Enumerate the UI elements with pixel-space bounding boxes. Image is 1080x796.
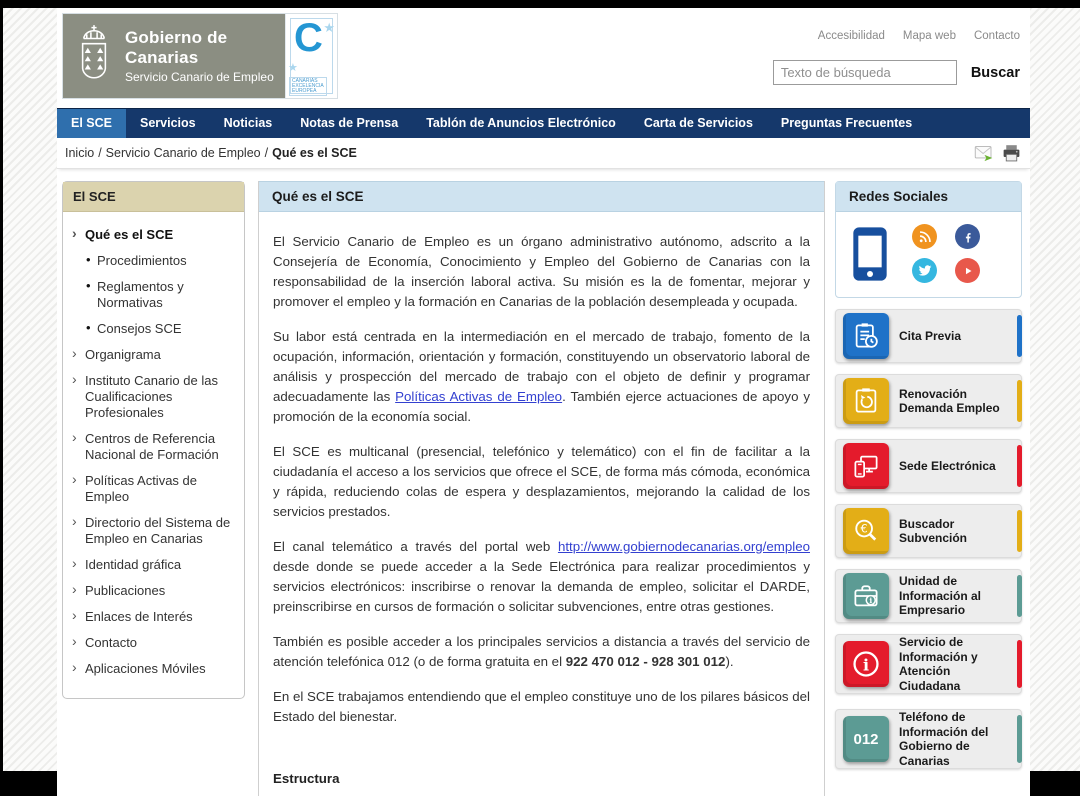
bullet-icon: •	[86, 278, 91, 293]
search-button[interactable]: Buscar	[970, 64, 1020, 81]
breadcrumb-inicio[interactable]: Inicio	[65, 146, 95, 160]
sidebar-item-centros-referencia[interactable]: › Centros de Referencia Nacional de Formación	[72, 429, 219, 462]
paragraph-4: El canal telemático a través del portal web http://www.gobiernodecanarias.org/empleo desde donde se puede acceder a la Sede Electrónica para realizar procedimientos y servicios electrónicos: inscribirse o renovar la demanda de empleo, solicitar el DARDE, preinscribirse en cursos de formación o solicitar subvenciones, entre otras gestiones.	[273, 539, 810, 614]
sidebar-item-reglamentos[interactable]: • Reglamentos y Normativas	[86, 278, 184, 310]
euro-search-icon	[843, 508, 889, 554]
cert-letter: C	[294, 16, 323, 60]
clipboard-refresh-icon	[843, 378, 889, 424]
paragraph-2: Su labor está centrada en la intermediación en el mercado de trabajo, fomento de la ocupación, información, orientación y formación, constituyendo un observatorio laboral de análisis y prospección del mercado de trabajo con el objeto de definir y programar adecuadamente las Políticas Activas de Empleo. También ejerce actuaciones de apoyo y promoción de la economía social.	[273, 329, 810, 424]
phone-numbers: 922 470 012 - 928 301 012	[565, 654, 726, 669]
page-tools	[973, 143, 1022, 164]
youtube-icon[interactable]	[955, 258, 980, 283]
sidebar-item-aplicaciones-moviles[interactable]: › Aplicaciones Móviles	[72, 659, 206, 676]
breadcrumb-separator: /	[264, 146, 269, 160]
clipboard-clock-icon	[843, 313, 889, 359]
logo-text	[125, 28, 275, 84]
nav-carta-servicios[interactable]: Carta de Servicios	[643, 116, 753, 130]
service-color-edge	[1017, 575, 1022, 617]
link-accesibilidad[interactable]: Accesibilidad	[817, 30, 885, 42]
badge-012-icon: 012	[843, 716, 889, 762]
arrow-icon: ›	[72, 659, 77, 675]
search-area	[773, 60, 1020, 85]
breadcrumb	[57, 138, 1030, 169]
service-button-renovacion-demanda[interactable]: Renovación Demanda Empleo	[835, 374, 1022, 428]
utility-links	[818, 30, 1020, 42]
star-icon: ★	[288, 62, 298, 74]
service-button-cita-previa[interactable]: Cita Previa	[835, 309, 1022, 363]
nav-el-sce[interactable]: El SCE	[57, 109, 126, 138]
breadcrumb-current: Qué es el SCE	[272, 146, 357, 160]
print-icon[interactable]	[1001, 143, 1022, 164]
social-box	[835, 181, 1022, 298]
sidebar-item-organigrama[interactable]: › Organigrama	[72, 345, 161, 362]
sidebar-item-contacto[interactable]: › Contacto	[72, 633, 138, 650]
cert-caption: CANARIAS EXCELENCIA EUROPEA	[289, 77, 327, 96]
page-background	[3, 8, 1080, 786]
arrow-icon: ›	[72, 429, 77, 445]
sidebar-item-identidad-grafica[interactable]: › Identidad gráfica	[72, 555, 182, 572]
nav-preguntas-frecuentes[interactable]: Preguntas Frecuentes	[780, 116, 913, 130]
service-button-sede-electronica[interactable]: Sede Electrónica	[835, 439, 1022, 493]
sidebar-item-procedimientos[interactable]: • Procedimientos	[86, 252, 187, 268]
logo-subtitle: Servicio Canario de Empleo	[125, 70, 274, 84]
arrow-icon: ›	[72, 371, 77, 387]
main-nav	[57, 108, 1030, 138]
star-icon: ★	[323, 20, 335, 35]
arrow-icon: ›	[72, 555, 77, 571]
social-title: Redes Sociales	[836, 182, 1021, 212]
social-icons	[912, 224, 980, 283]
arrow-icon: ›	[72, 345, 77, 361]
service-button-servicio-informacion-ciudadana[interactable]: i Servicio de Información y Atención Ciudadana	[835, 634, 1022, 694]
subheading-estructura: Estructura	[273, 771, 340, 786]
article-body	[259, 212, 824, 796]
canarias-coat-of-arms-icon	[73, 23, 115, 90]
right-column	[835, 181, 1022, 769]
sidebar-item-politicas-activas[interactable]: › Políticas Activas de Empleo	[72, 471, 197, 504]
nav-noticias[interactable]: Noticias	[223, 116, 273, 130]
breadcrumb-separator: /	[98, 146, 102, 160]
email-share-icon[interactable]	[973, 143, 995, 164]
sidebar-title: El SCE	[63, 182, 244, 212]
sidebar-item-consejos-sce[interactable]: • Consejos SCE	[86, 320, 182, 336]
twitter-icon[interactable]	[912, 258, 937, 283]
arrow-icon: ›	[72, 581, 77, 597]
arrow-icon: ›	[72, 633, 77, 649]
sidebar-item-instituto-cualificaciones[interactable]: › Instituto Canario de las Cualificaciones Profesionales	[72, 371, 218, 420]
main-panel	[258, 181, 825, 796]
nav-tablon-anuncios[interactable]: Tablón de Anuncios Electrónico	[426, 116, 616, 130]
section-sidebar	[62, 181, 245, 699]
bullet-icon: •	[86, 252, 91, 267]
paragraph-5: También es posible acceder a los principales servicios a distancia a través del servicio de atención telefónica 012 (o de forma gratuita en el 922 470 012 - 928 301 012).	[273, 634, 810, 669]
header	[57, 8, 1030, 108]
svg-text:i: i	[869, 596, 873, 605]
excellence-cert-logo	[285, 14, 337, 98]
arrow-icon: ›	[72, 513, 77, 529]
nav-servicios[interactable]: Servicios	[140, 116, 196, 130]
sidebar-menu	[63, 212, 244, 698]
search-input[interactable]	[773, 60, 957, 85]
arrow-icon: ›	[72, 471, 77, 487]
paragraph-3: El SCE es multicanal (presencial, telefónico y telemático) con el fin de facilitar a la ciudadanía el acceso a los servicios que ofrece el SCE, de forma más cómoda, económica y rápida, reduciendo colas de espera y desplazamientos, mejorando la calidad de los servicios prestados.	[273, 444, 810, 519]
svg-text:i: i	[862, 655, 870, 675]
briefcase-info-icon	[843, 573, 889, 619]
paragraph-1: El Servicio Canario de Empleo es un órgano administrativo autónomo, adscrito a la Consejería de Economía, Conocimiento y Empleo del Gobierno de Canarias con la responsabilidad de la inserción laboral activa. Su misión es la de fomentar, mejorar y promover el empleo y la formación en Canarias de la población desempleada y ocupada.	[273, 234, 810, 309]
facebook-icon[interactable]	[955, 224, 980, 249]
service-color-edge	[1017, 715, 1022, 763]
mobile-phone-icon[interactable]	[850, 225, 890, 283]
rss-icon[interactable]	[912, 224, 937, 249]
link-politicas-activas[interactable]: Políticas Activas de Empleo	[395, 389, 563, 404]
link-contacto[interactable]: Contacto	[973, 30, 1020, 42]
service-button-buscador-subvencion[interactable]: € Buscador Subvención	[835, 504, 1022, 558]
logo-title: Gobierno de Canarias	[125, 28, 228, 67]
service-color-edge	[1017, 445, 1022, 487]
service-color-edge	[1017, 315, 1022, 357]
sidebar-item-enlaces-interes[interactable]: › Enlaces de Interés	[72, 607, 193, 624]
paragraph-6: En el SCE trabajamos entendiendo que el empleo constituye uno de los pilares básicos del Estado del bienestar.	[273, 689, 810, 724]
gobierno-canarias-logo	[63, 14, 285, 98]
svg-text:€: €	[860, 522, 868, 536]
bullet-icon: •	[86, 320, 91, 335]
arrow-icon: ›	[72, 225, 77, 241]
devices-icon	[843, 443, 889, 489]
arrow-icon: ›	[72, 607, 77, 623]
breadcrumb-sce[interactable]: Servicio Canario de Empleo	[105, 146, 261, 160]
sidebar-item-que-es-el-sce[interactable]: › Qué es el SCE	[72, 225, 174, 242]
social-body	[836, 212, 1021, 297]
service-button-unidad-informacion-empresario[interactable]: i Unidad de Información al Empresario	[835, 569, 1022, 623]
page-title: Qué es el SCE	[259, 181, 824, 212]
link-mapa-web[interactable]: Mapa web	[902, 30, 956, 42]
page	[57, 8, 1030, 796]
link-portal-empleo[interactable]: http://www.gobiernodecanarias.org/empleo	[557, 539, 810, 554]
service-color-edge	[1017, 380, 1022, 422]
service-color-edge	[1017, 510, 1022, 552]
nav-notas-de-prensa[interactable]: Notas de Prensa	[300, 116, 399, 130]
site-logo[interactable]	[62, 13, 338, 99]
sidebar-item-directorio-sistema-empleo[interactable]: › Directorio del Sistema de Empleo en Canarias	[72, 513, 231, 546]
content-area	[57, 169, 1030, 796]
service-button-telefono-012[interactable]: 012 Teléfono de Información del Gobierno de Canarias	[835, 709, 1022, 769]
service-color-edge	[1017, 640, 1022, 688]
info-circle-icon	[843, 641, 889, 687]
sidebar-item-publicaciones[interactable]: › Publicaciones	[72, 581, 166, 598]
